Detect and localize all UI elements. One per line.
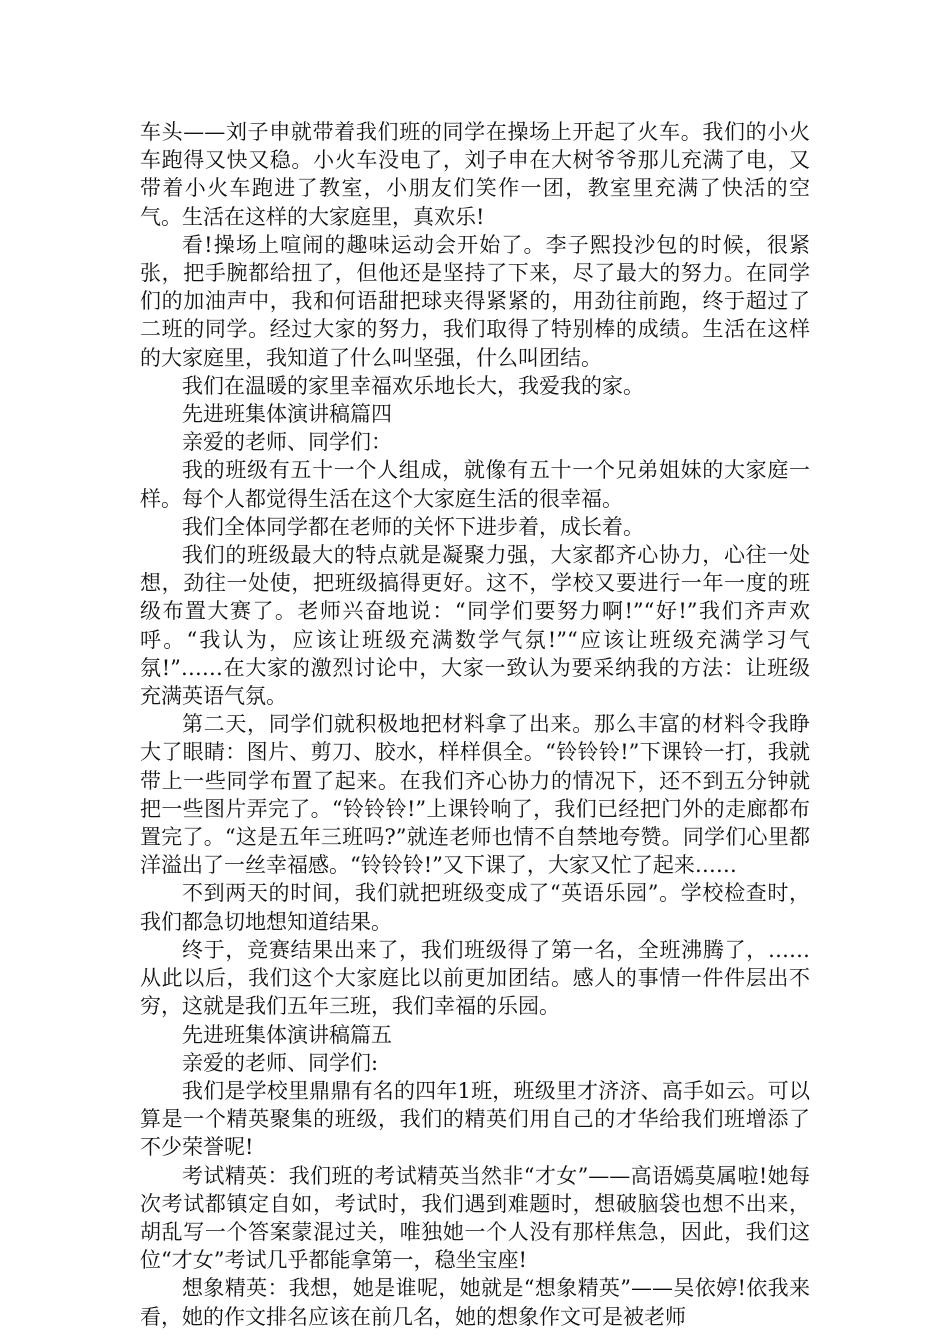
paragraph-8: 我们的班级最大的特点就是凝聚力强，大家都齐心协力，心往一处想，劲往一处使，把班级搞得更好。这不，学校又要进行一年一度的班级布置大赛了。老师兴奋地说：“同学们要努力啊!”“好!”我们齐声欢呼。“我认为，应该让班级充满数学气氛!”“应该让班级充满学习气氛!”……在大家的激烈讨论中，大家一致认为要采纳我的方法：让班级充满英语气氛。	[140, 543, 810, 709]
section-heading-5: 先进班集体演讲稿篇五	[182, 1022, 392, 1047]
paragraph-2: 看!操场上喧闹的趣味运动会开始了。李子熙投沙包的时候，很紧张，把手腕都给扭了，但他还是坚持了下来，尽了最大的努力。在同学们的加油声中，我和何语甜把球夹得紧紧的，用劲往前跑，终于超过了二班的同学。经过大家的努力，我们取得了特别棒的成绩。生活在这样的大家庭里，我知道了什么叫坚强，什么叫团结。	[140, 232, 810, 370]
paragraph-3: 我们在温暖的家里幸福欢乐地长大，我爱我的家。	[182, 373, 644, 398]
section-heading-4: 先进班集体演讲稿篇四	[182, 402, 392, 427]
paragraph-11: 终于，竞赛结果出来了，我们班级得了第一名，全班沸腾了，……从此以后，我们这个大家庭比以前更加团结。感人的事情一件件层出不穷，这就是我们五年三班，我们幸福的乐园。	[140, 937, 810, 1019]
salutation-4: 亲爱的老师、同学们：	[182, 430, 392, 455]
paragraph-15: 考试精英：我们班的考试精英当然非“才女”——高语嫣莫属啦!她每次考试都镇定自如，考试时，我们遇到难题时，想破脑袋也想不出来，胡乱写一个答案蒙混过关，唯独她一个人没有那样焦急，因此，我们这位“才女”考试几乎都能拿第一，稳坐宝座!	[140, 1163, 810, 1273]
paragraph-16: 想象精英：我想，她是谁呢，她就是“想象精英”——吴依婷!依我来看，她的作文排名应该在前几名，她的想象作文可是被老师	[140, 1276, 810, 1329]
paragraph-1: 车头——刘子申就带着我们班的同学在操场上开起了火车。我们的小火车跑得又快又稳。小火车没电了，刘子申在大树爷爷那儿充满了电，又带着小火车跑进了教室，小朋友们笑作一团，教室里充满了快活的空气。生活在这样的大家庭里，真欢乐!	[140, 120, 810, 229]
paragraph-10: 不到两天的时间，我们就把班级变成了“英语乐园”。学校检查时，我们都急切地想知道结果。	[140, 881, 810, 934]
document-body	[140, 118, 810, 1331]
paragraph-6: 我的班级有五十一个人组成，就像有五十一个兄弟姐妹的大家庭一样。每个人都觉得生活在这个大家庭生活的很幸福。	[140, 458, 810, 511]
salutation-5: 亲爱的老师、同学们:	[182, 1050, 379, 1075]
paragraph-14: 我们是学校里鼎鼎有名的四年1班，班级里才济济、高手如云。可以算是一个精英聚集的班级，我们的精英们用自己的才华给我们班增添了不少荣誉呢!	[140, 1078, 810, 1160]
paragraph-9: 第二天，同学们就积极地把材料拿了出来。那么丰富的材料令我睁大了眼睛：图片、剪刀、胶水，样样俱全。“铃铃铃!”下课铃一打，我就带上一些同学布置了起来。在我们齐心协力的情况下，还不到五分钟就把一些图片弄完了。“铃铃铃!”上课铃响了，我们已经把门外的走廊都布置完了。“这是五年三班吗?”就连老师也情不自禁地夸赞。同学们心里都洋溢出了一丝幸福感。“铃铃铃!”又下课了，大家又忙了起来……	[140, 712, 810, 878]
paragraph-7: 我们全体同学都在老师的关怀下进步着，成长着。	[182, 514, 644, 539]
